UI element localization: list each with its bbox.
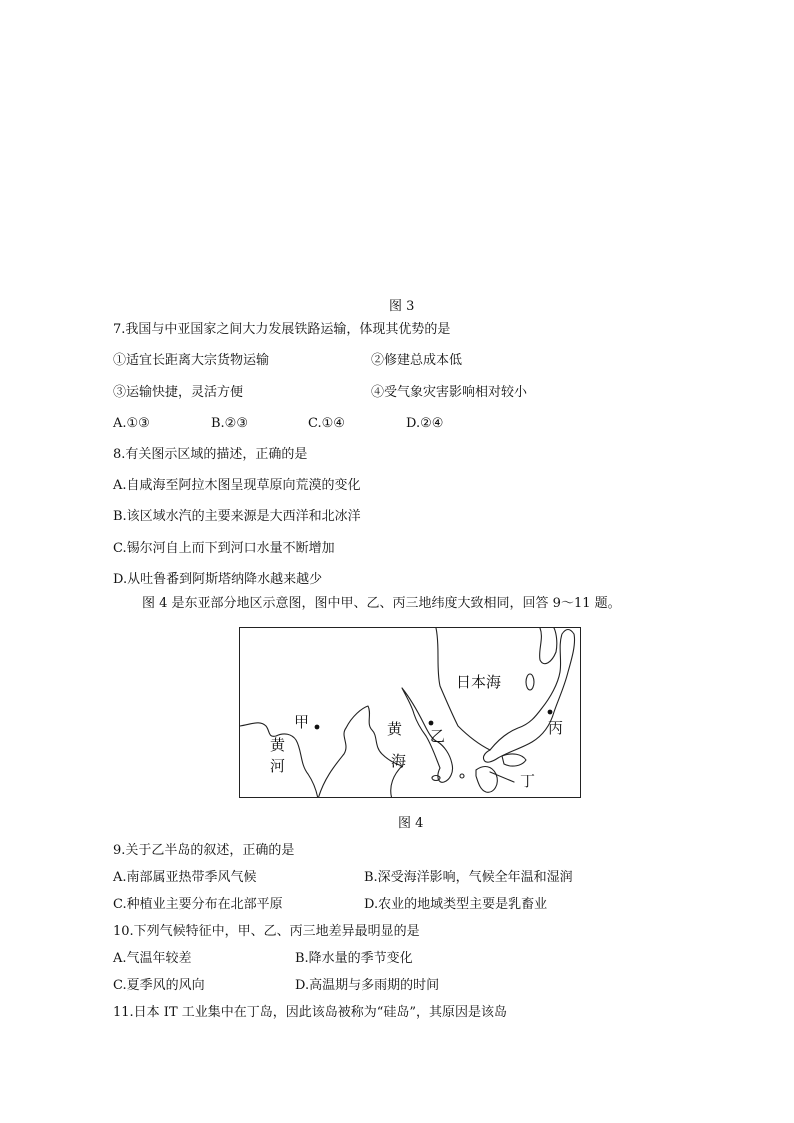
question-9-option-b: B.深受海洋影响，气候全年温和湿润 <box>364 870 573 885</box>
question-8-stem: 8.有关图示区域的描述，正确的是 <box>113 447 308 462</box>
yellow-river-label-2: 河 <box>270 757 286 775</box>
figure-3-caption: 图 3 <box>389 299 415 314</box>
yi-point <box>429 721 434 726</box>
question-7-option-d: D.②④ <box>406 416 444 431</box>
question-7-statement-1: ①适宜长距离大宗货物运输 <box>113 353 270 368</box>
small-island-1 <box>432 776 440 781</box>
jia-label: 甲 <box>294 713 310 731</box>
honshu-coastline <box>483 630 574 763</box>
small-island-2 <box>460 774 464 778</box>
question-7-statement-2: ②修建总成本低 <box>371 353 463 368</box>
question-7-statement-3: ③运输快捷，灵活方便 <box>113 385 244 400</box>
question-11-stem: 11.日本 IT 工业集中在丁岛，因此该岛被称为“硅岛”，其原因是该岛 <box>113 1005 508 1020</box>
question-10-option-d: D.高温期与多雨期的时间 <box>295 978 440 993</box>
question-7-option-b: B.②③ <box>211 416 248 431</box>
question-7-option-a: A.①③ <box>113 416 150 431</box>
question-7-stem: 7.我国与中亚国家之间大力发展铁路运输，体现其优势的是 <box>113 322 451 337</box>
question-8-option-b: B.该区域水汽的主要来源是大西洋和北冰洋 <box>113 509 361 524</box>
question-10-option-b: B.降水量的季节变化 <box>295 951 413 966</box>
shikoku-coastline <box>502 754 526 766</box>
ding-label: 丁 <box>520 772 536 790</box>
question-8-option-a: A.自咸海至阿拉木图呈现草原向荒漠的变化 <box>113 478 361 493</box>
question-7-option-c: C.①④ <box>308 416 345 431</box>
figure-4-intro: 图 4 是东亚部分地区示意图，图中甲、乙、丙三地纬度大致相同，回答 9～11 题。 <box>142 596 621 611</box>
hokkaido-coastline <box>540 628 557 664</box>
jia-point <box>315 725 320 730</box>
question-10-option-c: C.夏季风的风向 <box>113 978 205 993</box>
bing-point <box>548 710 553 715</box>
yellow-river-label-1: 黄 <box>270 736 286 754</box>
question-9-option-a: A.南部属亚热带季风气候 <box>113 870 257 885</box>
kyushu-coastline <box>476 767 497 793</box>
question-8-option-d: D.从吐鲁番到阿斯塔纳降水越来越少 <box>113 572 323 587</box>
question-7-statement-4: ④受气象灾害影响相对较小 <box>371 385 528 400</box>
question-10-option-a: A.气温年较差 <box>113 951 192 966</box>
question-9-option-c: C.种植业主要分布在北部平原 <box>113 897 283 912</box>
question-9-option-d: D.农业的地域类型主要是乳畜业 <box>364 897 548 912</box>
ding-leader-line <box>490 772 514 782</box>
yi-label: 乙 <box>430 727 446 745</box>
question-10-stem: 10.下列气候特征中，甲、乙、丙三地差异最明显的是 <box>113 924 420 939</box>
question-9-stem: 9.关于乙半岛的叙述，正确的是 <box>113 843 295 858</box>
yellow-sea-label-2: 海 <box>391 752 407 770</box>
figure-4-caption: 图 4 <box>398 816 424 831</box>
sea-island <box>526 674 534 690</box>
east-asia-map <box>239 627 581 798</box>
question-8-option-c: C.锡尔河自上而下到河口水量不断增加 <box>113 541 335 556</box>
sea-of-japan-label: 日本海 <box>456 673 502 691</box>
bing-label: 丙 <box>548 719 564 737</box>
yellow-sea-label-1: 黄 <box>387 720 403 738</box>
